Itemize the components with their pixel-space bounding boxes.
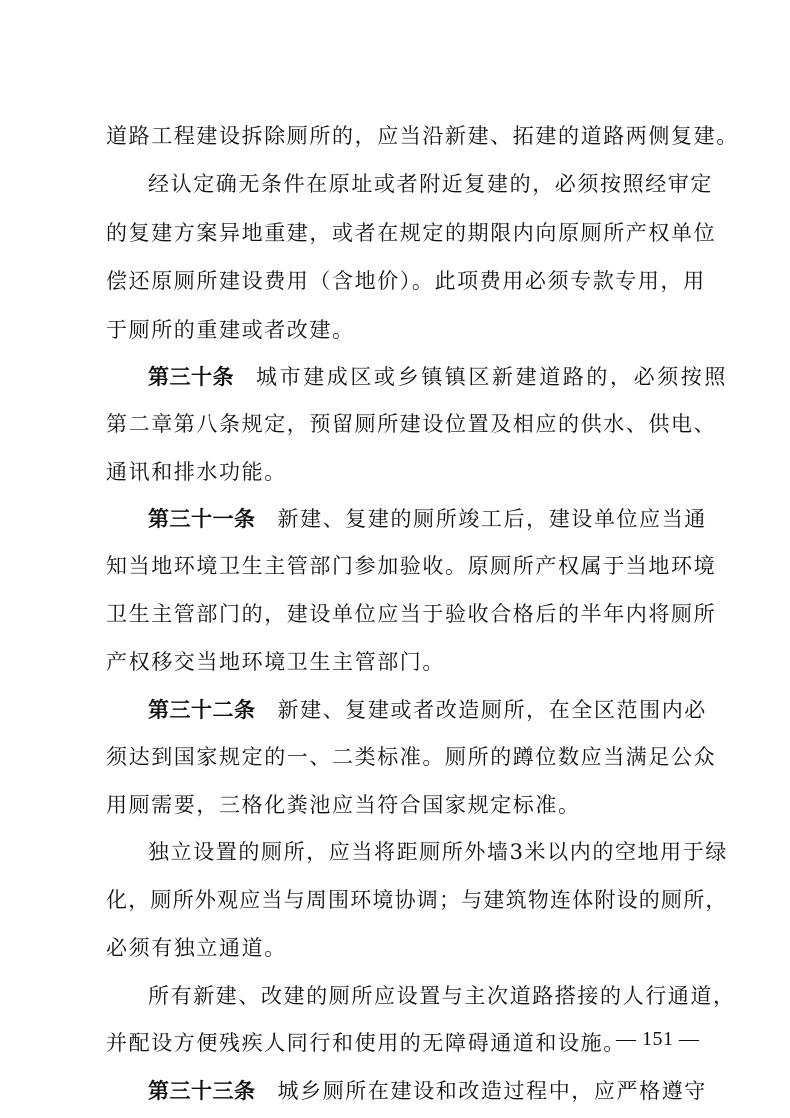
article-line xyxy=(148,1069,707,1113)
article-text: 新建、复建或者改造厕所，在全区范围内必 xyxy=(277,698,707,722)
body-line: 经认定确无条件在原址或者附近复建的，必须按照经审定 xyxy=(148,172,713,196)
article-heading: 第三十一条 xyxy=(148,507,256,531)
article-line xyxy=(148,355,728,399)
page-number: — 151 — xyxy=(616,1028,700,1050)
article-line xyxy=(148,497,707,541)
body-line: 第二章第八条规定，预留厕所建设位置及相应的供水、供电、 xyxy=(106,412,717,436)
body-line: 于厕所的重建或者改建。 xyxy=(106,318,355,342)
body-line: 并配设方便残疾人同行和使用的无障碍通道和设施。 xyxy=(106,1031,626,1055)
body-line: 偿还原厕所建设费用（含地价）。此项费用必须专款专用，用 xyxy=(106,269,706,293)
body-line: 通讯和排水功能。 xyxy=(106,460,287,484)
article-heading: 第三十条 xyxy=(148,365,234,389)
article-text: 城市建成区或乡镇镇区新建道路的，必须按照 xyxy=(256,365,728,389)
article-line xyxy=(148,688,707,732)
body-line: 所有新建、改建的厕所应设置与主次道路搭接的人行通道， xyxy=(148,984,736,1008)
body-line: 必须有独立通道。 xyxy=(106,936,287,960)
body-line: 知当地环境卫生主管部门参加验收。原厕所产权属于当地环境 xyxy=(106,554,717,578)
body-line: 须达到国家规定的一、二类标准。厕所的蹲位数应当满足公众 xyxy=(106,745,717,769)
article-heading: 第三十二条 xyxy=(148,698,256,722)
body-line: 道路工程建设拆除厕所的，应当沿新建、拓建的道路两侧复建。 xyxy=(106,124,739,148)
body-line: 产权移交当地环境卫生主管部门。 xyxy=(106,650,445,674)
article-heading: 第三十三条 xyxy=(148,1079,256,1103)
body-line: 用厕需要，三格化粪池应当符合国家规定标准。 xyxy=(106,793,581,817)
article-text: 城乡厕所在建设和改造过程中，应严格遵守 xyxy=(277,1079,707,1103)
body-line: 卫生主管部门的，建设单位应当于验收合格后的半年内将厕所 xyxy=(106,602,717,626)
body-line: 的复建方案异地重建，或者在规定的期限内向原厕所产权单位 xyxy=(106,221,717,245)
body-line: 化，厕所外观应当与周围环境协调；与建筑物连体附设的厕所， xyxy=(106,888,728,912)
body-line: 独立设置的厕所，应当将距厕所外墙3米以内的空地用于绿 xyxy=(148,840,728,864)
article-text: 新建、复建的厕所竣工后，建设单位应当通 xyxy=(277,507,707,531)
